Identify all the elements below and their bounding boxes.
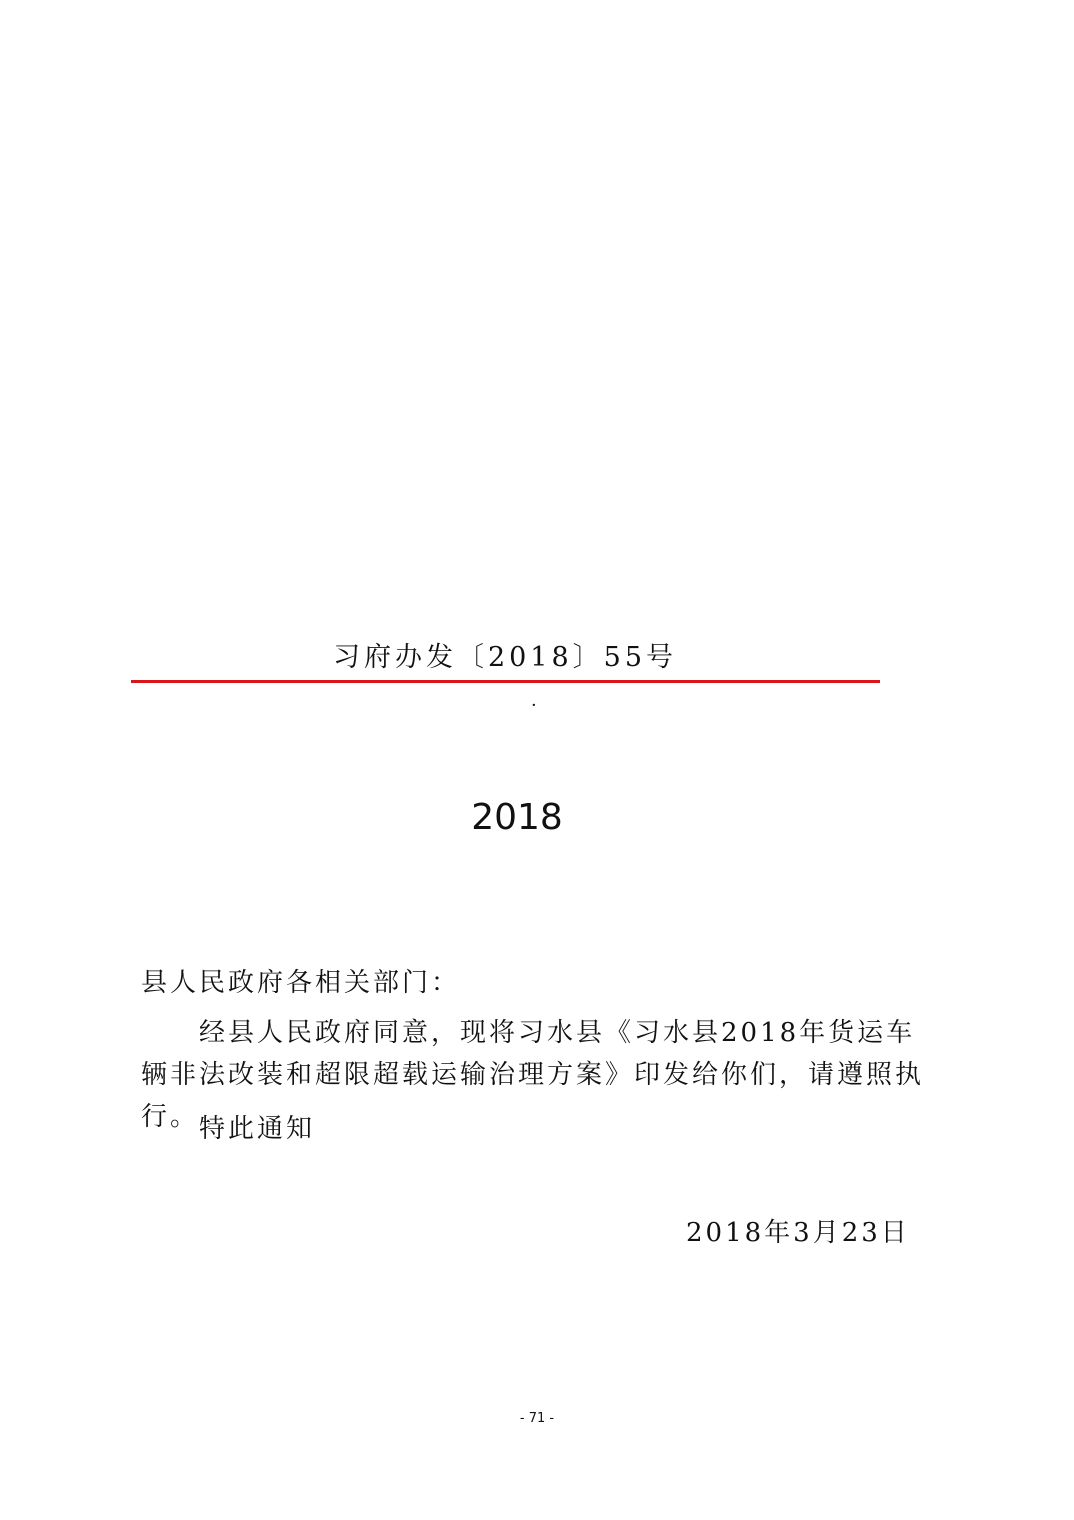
document-title: 2018 xyxy=(471,797,563,838)
body-paragraph: 经县人民政府同意，现将习水县《习水县2018年货运车辆非法改装和超限超载运输治理方案》印发给你们，请遵照执行。 xyxy=(141,1018,925,1132)
issue-date: 2018年3月23日 xyxy=(686,1218,910,1248)
document-number: 习府办发〔2018〕55号 xyxy=(332,642,678,673)
page-number: - 71 - xyxy=(519,1411,555,1426)
dot-mark: · xyxy=(531,695,537,716)
red-header-rule xyxy=(131,680,880,683)
salutation: 县人民政府各相关部门： xyxy=(141,968,461,998)
closing-line: 特此通知 xyxy=(199,1114,316,1144)
